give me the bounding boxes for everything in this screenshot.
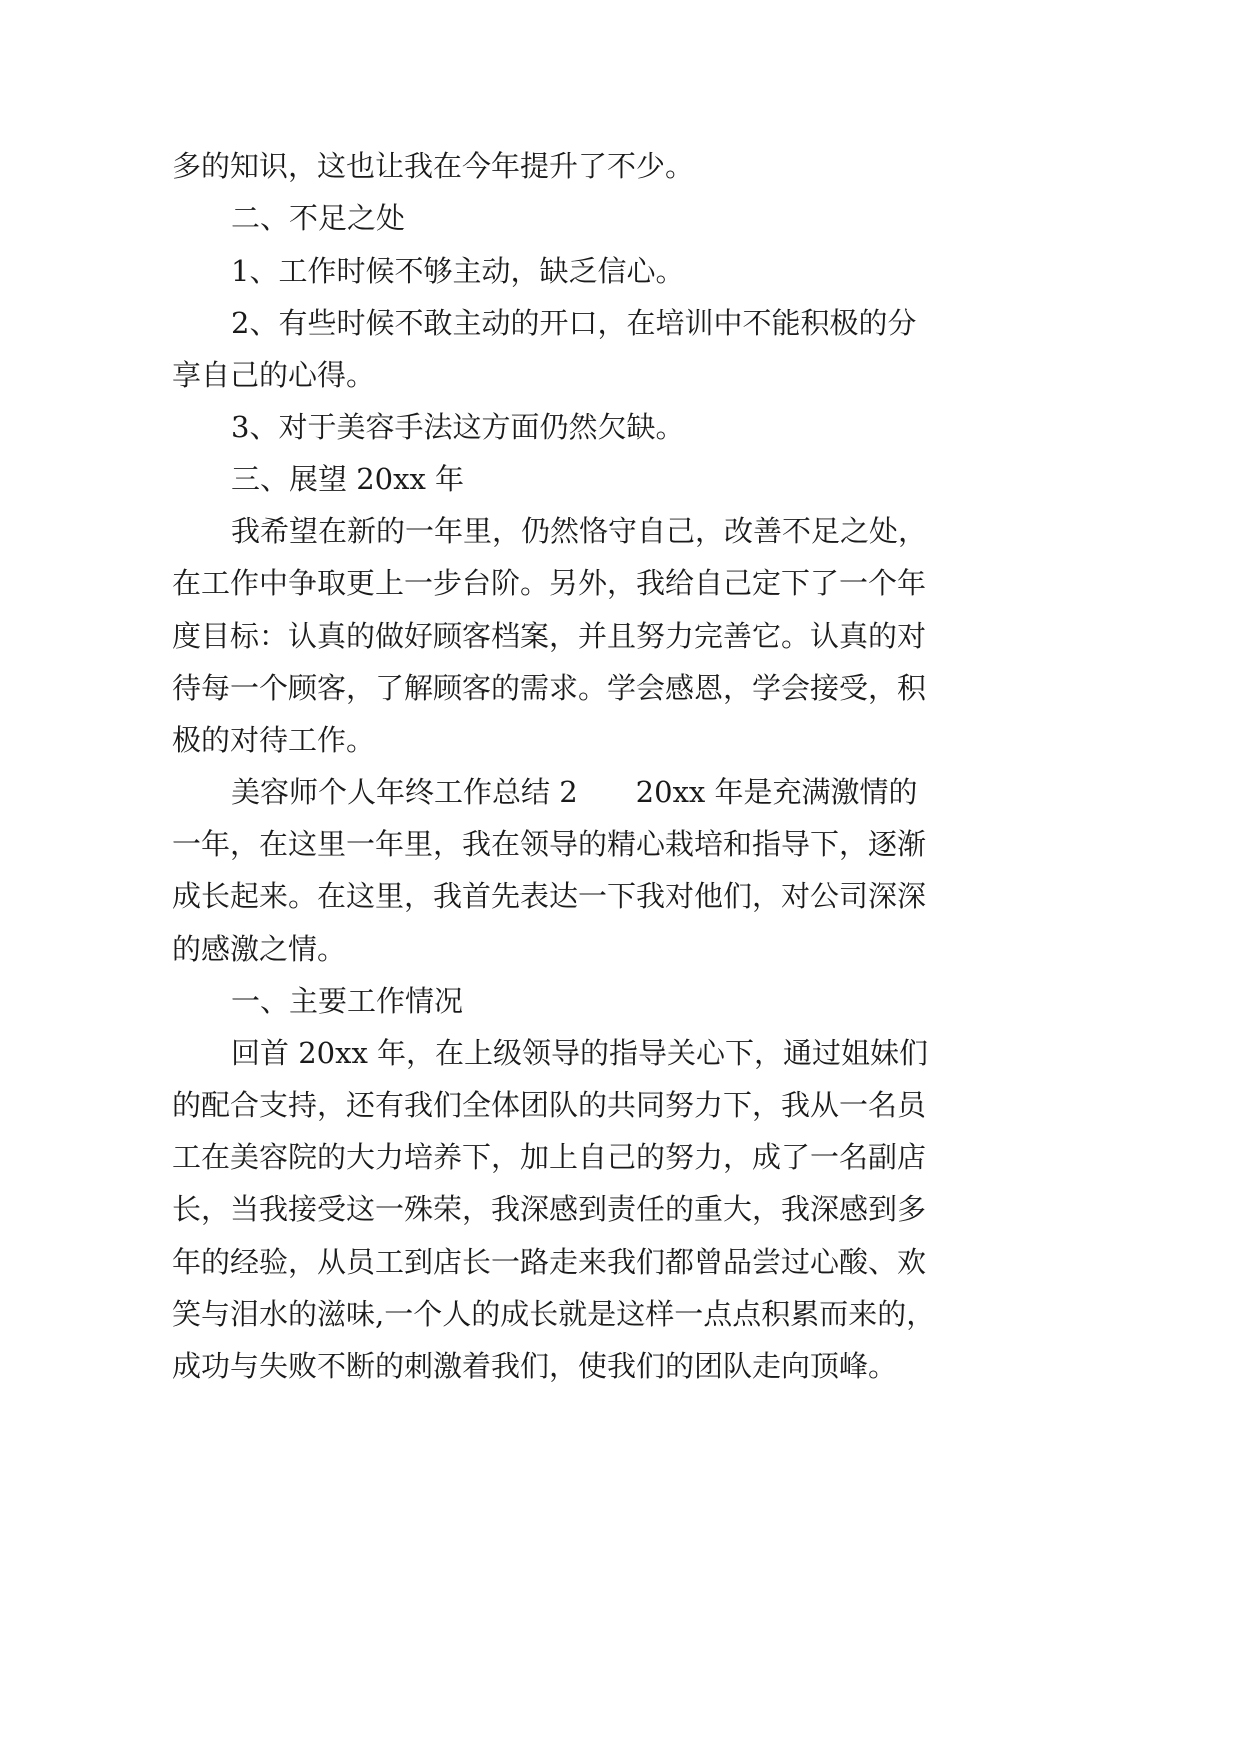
list-item-2: 2、有些时候不敢主动的开口，在培训中不能积极的分 <box>231 306 917 340</box>
summary-title-line: 美容师个人年终工作总结 2 20xx 年是充满激情的 <box>231 775 918 809</box>
paragraph-line: 我希望在新的一年里，仍然恪守自己，改善不足之处， <box>231 514 928 548</box>
text-line-5: 享自己的心得。 <box>172 358 376 392</box>
paragraph-line: 的感激之情。 <box>172 932 347 966</box>
paragraph-line: 回首 20xx 年，在上级领导的指导关心下，通过姐妹们 <box>231 1036 929 1070</box>
paragraph-line: 极的对待工作。 <box>172 723 376 757</box>
section-heading-outlook: 三、展望 20xx 年 <box>231 462 465 496</box>
list-item-3: 3、对于美容手法这方面仍然欠缺。 <box>231 410 685 444</box>
section-heading-shortcomings: 二、不足之处 <box>231 201 406 235</box>
paragraph-line: 的配合支持，还有我们全体团队的共同努力下，我从一名员 <box>172 1088 927 1122</box>
paragraph-line: 待每一个顾客，了解顾客的需求。学会感恩，学会接受，积 <box>172 671 927 705</box>
section-heading-main-work: 一、主要工作情况 <box>231 984 464 1018</box>
paragraph-line: 在工作中争取更上一步台阶。另外，我给自己定下了一个年 <box>172 566 927 600</box>
paragraph-line: 工在美容院的大力培养下，加上自己的努力，成了一名副店 <box>172 1140 927 1174</box>
paragraph-line: 一年，在这里一年里，我在领导的精心栽培和指导下，逐渐 <box>172 827 927 861</box>
paragraph-line: 笑与泪水的滋味,一个人的成长就是这样一点点积累而来的， <box>172 1297 936 1331</box>
paragraph-line: 年的经验，从员工到店长一路走来我们都曾品尝过心酸、欢 <box>172 1245 927 1279</box>
paragraph-line: 度目标：认真的做好顾客档案，并且努力完善它。认真的对 <box>172 619 927 653</box>
list-item-1: 1、工作时候不够主动，缺乏信心。 <box>231 254 685 288</box>
paragraph-line: 成长起来。在这里，我首先表达一下我对他们，对公司深深 <box>172 879 927 913</box>
text-line-1: 多的知识，这也让我在今年提升了不少。 <box>172 149 695 183</box>
paragraph-line: 成功与失败不断的刺激着我们，使我们的团队走向顶峰。 <box>172 1349 898 1383</box>
paragraph-line: 长，当我接受这一殊荣，我深感到责任的重大，我深感到多 <box>172 1192 927 1226</box>
